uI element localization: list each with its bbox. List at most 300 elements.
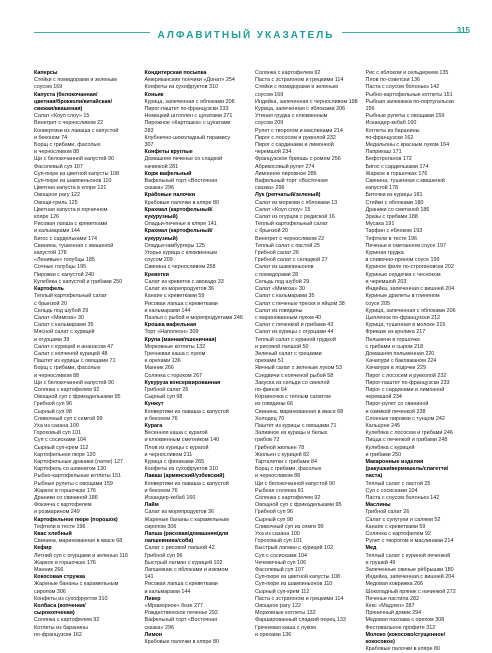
index-heading: Лайм [144, 502, 159, 509]
index-entry: Быстрый лагман с курицей 102 [144, 559, 223, 566]
index-entry: Свинина, тушенная с квашеной [34, 242, 114, 249]
index-heading: сырокопченая) [34, 610, 75, 617]
index-entry: Крабовые палочки в кляре 80 [365, 646, 440, 653]
index-entry: и озимкой печенкой 238 [365, 408, 426, 415]
index-entry: Жареные бананы с карамельным [34, 581, 119, 588]
index-entry: Свинина, маринованная в квасе 68 [34, 538, 123, 545]
index-heading: Лимон [144, 631, 163, 638]
index-entry: Рождественское печенье 292 [144, 610, 218, 617]
index-entry: Жаркое в горшочках 176 [34, 559, 96, 566]
index-entry: Салат из курицы с огурцами 44 [255, 329, 334, 336]
index-entry: Грибной жюльен 78 [255, 444, 305, 451]
index-entry: Борщ с грибами, фасолью [34, 365, 101, 372]
index-entry: Индейка, запеченная с вишней 204 [365, 574, 455, 581]
index-entry: Салат из огурцов с редиской 16 [255, 214, 335, 221]
index-entry: Печенье пастила 282 [365, 595, 420, 602]
index-entry: и грибами 250 [365, 451, 402, 458]
index-entry: черемшой 234 [255, 149, 292, 156]
index-entry: Фасолевый суп 107 [34, 163, 83, 170]
index-heading: Кра́бовые палочки [144, 192, 196, 199]
index-entry: Курица, запеченная с яблоками 206 [255, 106, 346, 113]
index-entry: Рыбные рулеты с овощами 159 [34, 480, 113, 487]
index-entry: Вафельный торт «Восточная [144, 178, 218, 185]
index-entry: Манник 266 [144, 365, 174, 372]
index-entry: Кекс «Мадлен» 287 [365, 603, 415, 610]
index-heading: Квас хлебный [34, 531, 72, 537]
index-heading: Курага [144, 422, 163, 429]
index-entry: Салат из морепродуктов 36 [144, 286, 214, 293]
index-entry: Жаркое в горшочках 176 [365, 170, 428, 177]
index-entry: Жюльен с курицей 82 [255, 451, 310, 458]
index-entry: Хачапури в лодочке 229 [365, 365, 427, 372]
index-entry: Грибной салат с селедкой 27 [255, 257, 328, 264]
index-heading: Ликер [144, 595, 161, 602]
index-entry: Весенняя каша с курагой [144, 430, 208, 437]
index-heading: кукурузный) [144, 235, 178, 242]
index-entry: с помидорами 28 [255, 271, 299, 278]
index-entry: сказка» 296 [144, 185, 175, 192]
index-entry: Паста с эстрагоном и грецкими 114 [255, 77, 344, 84]
index-entry: Немецкий штоллен с цукатами 271 [144, 113, 233, 120]
index-entry: Гороховый суп 101 [34, 430, 82, 437]
index-entry: Американские пончики «Донат» 254 [144, 77, 235, 84]
index-entry: Зеленый салат с грецкими [255, 350, 322, 357]
index-heading: Кефир [34, 545, 52, 552]
index-entry: Торт «Наполеон» 309 [144, 329, 199, 336]
index-entry: Манник 266 [34, 567, 64, 574]
index-entry: и рисовой лапшой 50 [255, 343, 309, 350]
index-entry: Канапе с креветками 59 [144, 293, 205, 300]
index-entry: Рисовая лапша с креветками [34, 221, 108, 228]
index-entry: Гречневая каша с луком [144, 350, 206, 357]
index-entry: по-французски 162 [34, 631, 82, 638]
index-entry: Плов по-советски 136 [365, 77, 420, 84]
index-entry: Картофельные драники (латке) 127 [34, 458, 123, 465]
index-entry: Салат с сулугуни и салями 52 [365, 516, 441, 523]
index-entry: Фриказе из кролика 217 [365, 329, 426, 336]
index-entry: Суп-пюре из цветной капусты 108 [34, 170, 119, 177]
index-entry: Французское бриошь с ромом 256 [255, 156, 341, 163]
index-entry: соусом 169 [255, 91, 284, 98]
index-entry: 307 [144, 142, 154, 149]
index-entry: Суп-пюре из шампиньонов 110 [255, 581, 333, 588]
index-heading: Креветки [144, 271, 169, 278]
index-entry: Теплый салат с пастой 25 [255, 242, 320, 249]
index-entry: Пирожное «Картошка» с цукатами [144, 120, 231, 127]
index-entry: и розмарином 249 [34, 509, 80, 516]
index-entry: Пирог-паштет по-французски 233 [365, 379, 450, 386]
index-entry: Солянка с картофелем 92 [34, 386, 100, 393]
index-entry: кляре 126 [34, 214, 59, 221]
index-entry: Овощной суп с фрикадельками 95 [255, 502, 342, 509]
index-entry: соусом 209 [255, 120, 284, 127]
index-entry: Паприкаш 171 [365, 149, 402, 156]
index-entry: Фестивальное профите 312 [365, 624, 436, 631]
index-entry: Уха из сазана 100 [255, 531, 300, 537]
index-entry: Рыбные рулеты с овощами 159 [365, 113, 445, 120]
index-entry: Бигос с сардельками 174 [365, 163, 429, 170]
index-entry: Винегрет с черносливом 22 [34, 120, 104, 127]
index-entry: Конвертики из лаваша с капустой [34, 127, 119, 134]
index-entry: Бефстроганов 172 [365, 156, 412, 163]
index-heading: Лапша (рисовая/домашняя/для [144, 531, 229, 537]
index-entry: Медальоны с красным луком 164 [365, 142, 450, 149]
index-entry: Угорье курица с клюквенным [144, 250, 217, 257]
index-heading: Корж вафельный [144, 170, 192, 177]
index-entry: грибов 72 [255, 437, 280, 444]
index-heading: Лаваш (армянский/узбекский) [144, 473, 225, 480]
index-heading: Кокосовая стружка [34, 574, 86, 581]
index-entry: Морковные котлеты 132 [144, 343, 206, 350]
index-heading: Картофельное пюре (порошок) [34, 516, 118, 523]
index-entry: Цветная капуста в горчичном [34, 206, 108, 213]
index-entry: Индейка, запеченная с черносливом 198 [255, 98, 358, 105]
index-entry: Грибной салат 26 [255, 250, 299, 257]
index-entry: Лимонное пирожное 286 [255, 170, 317, 177]
index-entry: Заливное из курицы и белых [255, 430, 328, 437]
index-entry: Салат из креветок с авокадо 33 [144, 278, 224, 285]
index-entry: Абрикосовый рулет 274 [255, 163, 315, 170]
index-entry: Медовая коврижка 266 [365, 581, 424, 588]
index-entry: Картофель со шпинатом 130 [34, 466, 107, 473]
index-entry: Сырный суп 98 [255, 516, 293, 523]
index-entry: Рыбная солянка 91 [255, 487, 304, 494]
index-entry: Салат из шампиньонов [255, 264, 314, 271]
index-entry: Яичный салат с зеленым луком 53 [255, 365, 342, 372]
index-heading: Кукуруза консервированная [144, 379, 221, 386]
index-entry: Суп с сосисками 104 [34, 437, 87, 444]
index-entry: Фасолевый суп 107 [255, 567, 304, 574]
index-heading: кукурузный) [144, 214, 178, 221]
index-heading: Каперсы [34, 70, 58, 76]
index-entry: Грибной салат 26 [365, 509, 410, 516]
index-entry: Стейки с яблоками 180 [365, 199, 424, 206]
index-heading: Молоко (кокосово/сгущенное/ [365, 631, 446, 638]
index-entry: 141 [144, 574, 154, 581]
index-entry: Индейка, запеченная с вишней 204 [365, 286, 455, 293]
index-entry: Рыбно-картофельные котлеты 151 [365, 91, 453, 98]
index-entry: Чечевичный суп 106 [255, 559, 307, 566]
index-entry: Стейки с помидорами и зеленым [34, 77, 117, 84]
index-entry: Овощной суп с фрикадельками 95 [34, 394, 121, 401]
index-entry: Салат с курицей и ананасом 47 [34, 343, 114, 350]
index-entry: и черносливом 88 [255, 473, 301, 480]
index-entry: Солянка с картофелем 92 [255, 70, 321, 76]
index-entry: Салат с рисовой лапшой 42 [144, 545, 215, 552]
index-entry: Салат «Коул слоу» 15 [34, 113, 90, 120]
index-entry: Цыпленок по-французски 212 [365, 314, 441, 321]
index-entry: соусом 209 [144, 257, 173, 264]
index-heading: Конфеты круглые [144, 149, 193, 156]
index-entry: Сырный суп 98 [34, 408, 72, 415]
index-entry: Пирог с сардинами и лимонной [365, 386, 445, 393]
index-entry: Пирог-паштет по-французски 233 [144, 106, 229, 113]
index-heading: лапшевника/соба) [144, 538, 194, 545]
index-entry: с грибами и сыром 218 [365, 343, 424, 350]
index-entry: и черносливом 88 [34, 149, 80, 156]
index-entry: Крабовые палочки в кляре 80 [144, 639, 219, 646]
index-entry: «Мраморное» безе 277 [144, 603, 203, 610]
index-entry: с брынзой 20 [255, 228, 289, 235]
index-entry: и черносливом 88 [34, 372, 80, 379]
page-title: АЛФАВИТНЫЙ УКАЗАТЕЛЬ [150, 30, 343, 41]
index-entry: соусе 205 [365, 300, 391, 307]
index-entry: Свинина, тушенная с квашеной [365, 178, 445, 185]
index-entry: Салат с кальмарами 35 [255, 293, 315, 300]
index-heading: Крахмал (картофельный/ [144, 206, 213, 213]
index-entry: Сочные голубцы 195 [34, 264, 87, 271]
index-entry: Салат из морепродуктов 36 [144, 509, 214, 516]
index-entry: 283 [144, 127, 154, 134]
index-entry: Мусака 191 [365, 221, 395, 228]
index-entry: сказка» 296 [144, 624, 175, 631]
index-entry: и кальмарами 144 [144, 588, 191, 595]
index-entry: Плов из курицы с курагой [144, 444, 209, 451]
index-entry: Курица с финиками 265 [144, 458, 205, 465]
index-heading: свежая/квашеная) [34, 106, 83, 113]
index-entry: Гречневая каша с луком [255, 624, 316, 631]
index-entry: Борщ с грибами, фасолью [255, 466, 322, 473]
index-entry: Конвертики из лаваша с капустой [144, 480, 229, 487]
index-heading: Кондитерская посыпка [144, 70, 207, 76]
index-entry: Кулебяка с лососем и грибами 246 [365, 430, 453, 437]
index-entry: Оладьи-печенье в кляре 141 [144, 221, 217, 228]
index-entry: и грушей 49 [365, 559, 396, 566]
index-entry: с маринованным луком 40 [255, 314, 322, 321]
index-entry: Сырный суп 98 [144, 394, 183, 401]
index-entry: Паштет из курицы с овощами 71 [255, 422, 337, 429]
index-entry: Курица, тушенная в молоке 215 [365, 322, 446, 329]
index-entry: Вафельный торт «Восточная [144, 617, 218, 624]
index-entry: Салат с кальмарами 35 [34, 322, 94, 329]
index-heading: Кунжут [144, 401, 164, 408]
index-entry: Суп с сосисками 104 [255, 552, 308, 559]
index-entry: Курица, запеченная с яблоками 206 [144, 98, 235, 105]
index-heading: Коньяк [144, 91, 164, 98]
index-entry: Кулебяка с курицей [365, 444, 415, 451]
index-entry: соусом 169 [34, 84, 63, 91]
index-entry: Сельдь под шубой 29 [255, 278, 310, 285]
index-entry: Домашнее печенье со сладкой [144, 156, 223, 163]
index-heading: Маслины [365, 502, 391, 509]
index-entry: Рыбно-картофельные котлеты 151 [34, 473, 122, 480]
index-entry: Борщ с грибами, фасолью [34, 142, 101, 149]
index-entry: Овощное рагу 122 [34, 192, 81, 199]
index-entry: Вафельный торт «Восточная [255, 178, 328, 185]
index-entry: Медовая пахлава с орехом 308 [365, 617, 445, 624]
index-entry: Паста с соусом болоньез 142 [365, 494, 440, 501]
index-entry: Грибной салат 26 [144, 386, 189, 393]
index-entry: начинкой 281 [144, 163, 179, 170]
index-entry: Паста с соусом болоньез 142 [365, 84, 440, 91]
index-entry: Драники со сметаной 186 [365, 206, 430, 213]
index-heading: Лук (репчатый/зеленый) [255, 192, 321, 199]
index-heading: Крошка вафельная [144, 322, 197, 329]
index-entry: Домашняя пельменная 220 [365, 350, 435, 357]
index-entry: Салат «Коул слоу» 15 [255, 206, 311, 213]
index-entry: Пицца с печенкой и грибами 248 [365, 437, 448, 444]
index-entry: Салат из говядины [255, 307, 303, 314]
index-entry: Рис с яблоком и сельдереем 135 [365, 70, 449, 76]
index-entry: Салат «Мимоза» 30 [255, 286, 306, 293]
index-entry: орехами 51 [255, 358, 284, 365]
index-entry: Паэлья с рыбой и морепродуктами 246 [144, 314, 243, 321]
index-entry: Куриная грудка [365, 250, 404, 257]
index-entry: Бигос с сардельками 174 [34, 235, 97, 242]
index-entry: Пирог-рулет со свининой [365, 401, 429, 408]
index-heading: Капуста (белокочанная/ [34, 91, 98, 98]
index-entry: Картофельное пюре 120 [34, 451, 96, 458]
index-column-4 [365, 70, 469, 653]
index-entry: Салат из моркови с яблоками 13 [255, 199, 338, 206]
index-heading: цветная/брокколи/китайская/ [34, 98, 112, 105]
index-entry: Котлеты из баранины [365, 127, 420, 134]
index-entry: Теплый картофельный салат [34, 293, 107, 300]
index-entry: по-финскi 64 [255, 386, 287, 393]
index-entry: Рисовая лапша с креветками [144, 581, 218, 588]
index-entry: и беконом 76 [144, 415, 178, 422]
index-entry: Паштет из курицы с овощами 71 [34, 358, 116, 365]
index-heading: Макаронные изделия [365, 458, 424, 465]
index-entry: и черемшой 203 [365, 278, 407, 285]
index-entry: Суп с сосисками 104 [365, 487, 418, 494]
index-entry: Шоколадный пряник с начинкой 272 [365, 588, 456, 595]
index-entry: и клюквенным сметником 140 [144, 437, 220, 444]
index-heading: Колбаса (копченая/ [34, 603, 86, 610]
index-entry: Теплый салат с куриной грудкой [255, 336, 336, 343]
index-entry: Сливочный суп с семгой 99 [34, 415, 103, 422]
index-entry: Пирог с сардинами и лимонной [255, 142, 334, 149]
index-entry: в сливочно-пряном соусе 199 [365, 257, 440, 264]
index-entry: Печенье в сметанном соусе 197 [365, 242, 446, 249]
index-entry: Курица, запеченная с яблоками 206 [365, 307, 456, 314]
index-entry: Кулебяка с капустой и грибами 250 [34, 278, 123, 285]
index-entry: Гороховый суп 101 [255, 538, 303, 545]
index-entry: сиропом 306 [34, 588, 66, 595]
index-entry: 156 [365, 106, 375, 113]
index-entry: капустой 178 [34, 250, 67, 257]
index-entry: Куриные дрилеты в глиняном [365, 293, 440, 300]
index-entry: и беконом 76 [144, 487, 178, 494]
index-entry: Клубнично-шоколадный тирамису [144, 134, 231, 141]
index-entry: Солянка с картофелем 92 [255, 494, 321, 501]
index-entry: Запеченные свиные рёбрышки 180 [365, 567, 454, 574]
index-entry: Теплый салат с пастой 25 [365, 480, 431, 487]
index-entry: Зразы с грибами 188 [365, 214, 418, 221]
index-column-1 [34, 70, 137, 638]
index-entry: Рыбная запеканка по-португальски [365, 98, 454, 105]
index-column-3 [255, 70, 358, 638]
index-entry: Фокачча с картофелем [34, 502, 92, 509]
index-entry: Крабовые палочки в кляре 80 [144, 199, 219, 206]
index-entry: Свинина, маринованная в квасе 68 [255, 408, 344, 415]
index-entry: Салат с печенкой и грибами 43 [255, 322, 334, 329]
index-entry: Корзиночки с теплым салатом [255, 394, 331, 401]
index-entry: Грибной суп 96 [144, 552, 183, 559]
index-entry: Грибной суп 96 [34, 401, 72, 408]
index-entry: Щи с белокочанной капустой 90 [34, 379, 115, 386]
index-entry: Летний суп с огурцами и зеленью 116 [34, 552, 129, 559]
index-entry: Теплый салат с куриной печенкой [365, 552, 451, 559]
index-entry: Цветная капуста в кляре 121 [34, 185, 107, 192]
index-entry: Паста с эстрагоном и грецкими 114 [255, 595, 344, 602]
index-entry: Сырный суп-крем 112 [34, 444, 89, 451]
index-entry: Суп-пюре из шампиньонов 110 [34, 178, 112, 185]
index-entry: Куриное филе по-строгановски 202 [365, 264, 454, 271]
index-entry: Быстрый лагман с курицей 102 [255, 545, 334, 552]
index-entry: с брынзой 20 [34, 300, 68, 307]
index-entry: Салат «Мимоза» 30 [34, 314, 85, 321]
index-entry: Оладьи-гамбургеры 125 [144, 242, 205, 249]
index-entry: Свинина с черносливом 258 [144, 264, 216, 271]
index-entry: черемшой 234 [365, 394, 402, 401]
index-entry: Щи с белокочанной капустой 90 [34, 156, 115, 163]
index-entry: Кальцоне 245 [365, 422, 401, 429]
index-entry: Искандер-кебаб 160 [365, 120, 417, 127]
index-entry: Винегрет с черносливом 22 [255, 235, 325, 242]
index-entry: Слоеные пирожки с тунцом 242 [365, 415, 445, 422]
index-entry: Конфеты из сухофруктов 310 [34, 595, 108, 602]
index-entry: Суп-пюре из цветной капусты 108 [255, 574, 340, 581]
index-entry: по-французски 162 [365, 134, 414, 141]
index-columns [34, 70, 468, 653]
index-heading: (ракушки/вермишель/спагетти/ [365, 466, 449, 473]
index-entry: Пряничный домик 294 [365, 610, 422, 617]
index-heading: паста) [365, 473, 383, 480]
page-number: 315 [456, 26, 470, 35]
index-column-2 [144, 70, 248, 646]
index-entry: Конфеты из сухофруктов 310 [144, 84, 218, 91]
index-entry: Салат с копченой курицей 48 [34, 350, 108, 357]
index-entry: Куриные сердечки с чесноком [365, 271, 441, 278]
index-entry: Овощи-гриль 125 [34, 199, 78, 206]
index-entry: Тефтели в тесте 196 [365, 235, 418, 242]
index-entry: и орехами 136 [144, 358, 181, 365]
index-entry: Сливочный суп из семги 99 [255, 523, 324, 530]
index-entry: Тефтели в тесте 196 [34, 523, 86, 530]
index-entry: Тарфин с яблоком 193 [365, 228, 423, 235]
index-entry: Жареные бананы с карамельным [144, 516, 229, 523]
index-entry: Котлеты из баранины [34, 624, 88, 631]
index-heading: Картофель [34, 286, 64, 293]
index-entry: Рисовая лапша с креветками [144, 300, 218, 307]
index-entry: Солянка с картофелем 92 [34, 617, 100, 624]
index-entry: Овощное рагу 122 [255, 603, 302, 610]
index-entry: Хачапури с баклажаном 224 [365, 358, 437, 365]
index-entry: из говядины 66 [255, 401, 294, 408]
index-entry: Биточки из курицы 181 [365, 192, 423, 199]
index-entry: и кальмарами 144 [34, 228, 80, 235]
index-entry: Теплый картофельный салат [255, 221, 328, 228]
index-entry: Стейки с помидорами и зеленым [255, 84, 338, 91]
index-entry: Конфеты из сухофруктов 310 [144, 466, 218, 473]
index-entry: и огурцами 39 [34, 336, 70, 343]
index-entry: Лапшевник с яблоками и изюмом [144, 567, 229, 574]
index-entry: Щи с белокочанной капустой 90 [255, 480, 336, 487]
index-entry: Солянка с картофелем 92 [365, 531, 431, 537]
index-entry: Сэндвичи с копченой рыбой 58 [255, 372, 334, 379]
page-header [0, 0, 492, 58]
index-entry: Сельдь под шубой 29 [34, 307, 89, 314]
index-entry: «Ленивые» голубцы 185 [34, 257, 95, 264]
index-heading: Крупа (манная/пшеничная) [144, 336, 217, 343]
index-entry: Конвертики из лаваша с капустой [144, 408, 229, 415]
index-entry: и орехами 136 [255, 631, 292, 638]
index-entry: и беконом 74 [34, 134, 68, 141]
index-entry: Рулет с творогом и маслинами 214 [255, 127, 343, 134]
header-title-wrap [0, 25, 492, 43]
index-entry: Закуска из сельди со свеклой [255, 379, 330, 386]
